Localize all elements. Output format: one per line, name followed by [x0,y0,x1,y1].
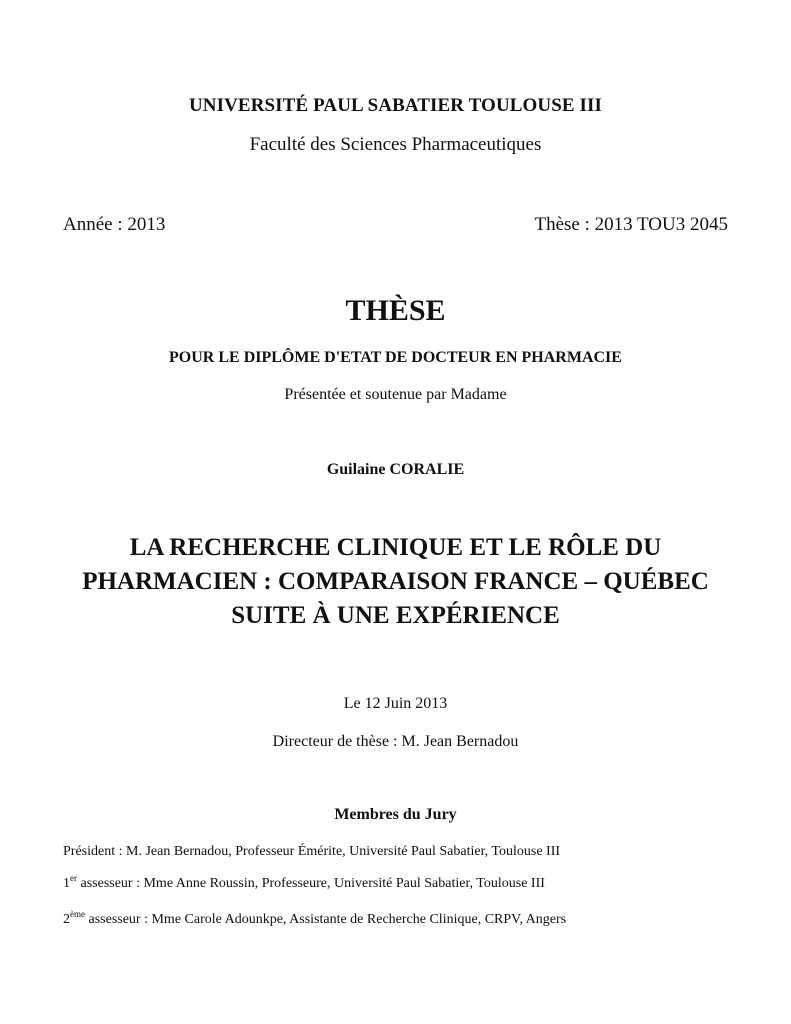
thesis-title-line-2: PHARMACIEN : COMPARAISON FRANCE – QUÉBEC [82,568,709,595]
thesis-year: Année : 2013 [63,214,166,235]
document-type-title: THÈSE [345,294,446,327]
faculty-name: Faculté des Sciences Pharmaceutiques [249,134,542,155]
presented-by-line: Présentée et soutenue par Madame [284,386,507,403]
assessor-details: assesseur : Mme Carole Adounkpe, Assistante de Recherche Clinique, CRPV, Angers [85,912,567,927]
jury-second-assessor [63,909,567,928]
defense-date: Le 12 Juin 2013 [343,695,448,712]
university-name: UNIVERSITÉ PAUL SABATIER TOULOUSE III [188,95,603,116]
assessor-ordinal-suffix: er [70,873,77,883]
assessor-ordinal-number: 1 [63,876,70,891]
thesis-title-line-3: SUITE À UNE EXPÉRIENCE [231,602,560,629]
thesis-director: Directeur de thèse : M. Jean Bernadou [272,733,519,750]
jury-president: Président : M. Jean Bernadou, Professeur Émérite, Université Paul Sabatier, Toulouse III [63,844,561,859]
jury-first-assessor [63,873,545,892]
thesis-title [0,531,791,633]
assessor-ordinal-number: 2 [63,912,70,927]
jury-heading: Membres du Jury [334,806,457,823]
assessor-ordinal-suffix: ème [70,909,85,919]
assessor-details: assesseur : Mme Anne Roussin, Professeure, Université Paul Sabatier, Toulouse III [77,876,545,891]
author-name: Guilaine CORALIE [326,461,465,478]
thesis-number: Thèse : 2013 TOU3 2045 [534,214,728,235]
thesis-title-line-1: LA RECHERCHE CLINIQUE ET LE RÔLE DU [129,534,662,561]
diploma-line: POUR LE DIPLÔME D'ETAT DE DOCTEUR EN PHARMACIE [169,349,622,366]
